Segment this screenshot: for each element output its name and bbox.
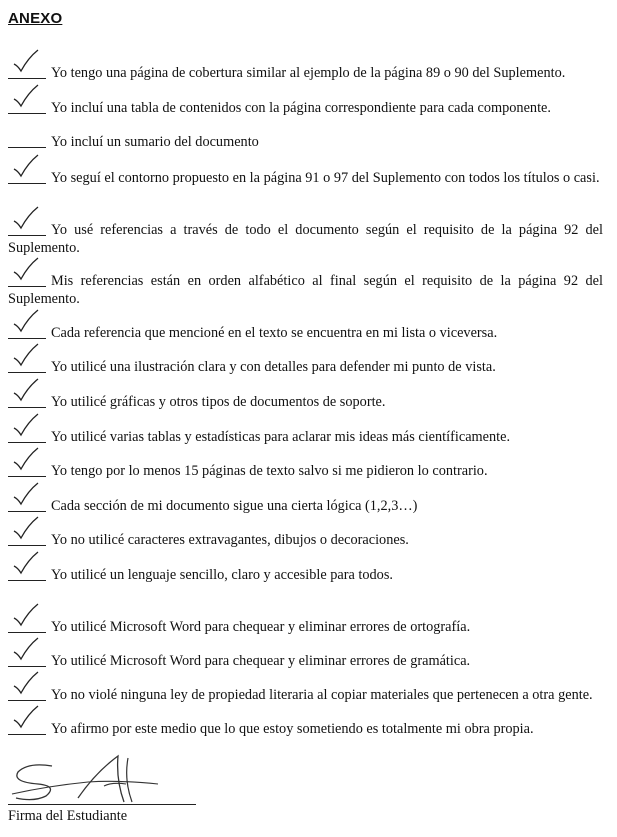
- checkbox-blank[interactable]: [8, 566, 46, 581]
- checklist-item: [8, 133, 603, 151]
- checklist-item: [8, 358, 603, 376]
- checkbox-blank[interactable]: [8, 133, 46, 148]
- checkmark-icon: [12, 416, 42, 436]
- checkbox-blank[interactable]: [8, 686, 46, 701]
- checklist-item: [8, 324, 603, 342]
- checklist-item: [8, 566, 603, 584]
- checkmark-icon: [12, 260, 42, 280]
- checklist-item-text: Yo tengo una página de cobertura similar al ejemplo de la página 89 o 90 del Suplemento.: [51, 65, 566, 81]
- checkmark-icon: [12, 87, 42, 107]
- checklist-item: [8, 169, 603, 187]
- checklist-item: [8, 497, 603, 515]
- checklist-item-text: Yo utilicé varias tablas y estadísticas para aclarar mis ideas más científicamente.: [51, 429, 511, 445]
- checklist-item: [8, 64, 603, 82]
- checklist-item-text: Yo utilicé un lenguaje sencillo, claro y accesible para todos.: [51, 567, 393, 583]
- checkbox-blank[interactable]: [8, 428, 46, 443]
- checkmark-icon: [12, 209, 42, 229]
- checklist-item: [8, 462, 603, 480]
- checklist-item: [8, 272, 603, 308]
- handwritten-signature: [8, 752, 208, 812]
- checklist-item-text: Yo utilicé Microsoft Word para chequear y eliminar errores de gramática.: [51, 653, 471, 669]
- checkbox-blank[interactable]: [8, 462, 46, 477]
- checkmark-icon: [12, 640, 42, 660]
- signature-line: [8, 804, 196, 805]
- checkmark-icon: [12, 346, 42, 366]
- checkbox-blank[interactable]: [8, 272, 46, 287]
- checklist-item: [8, 686, 603, 704]
- checkbox-blank[interactable]: [8, 324, 46, 339]
- checklist-item: [8, 221, 603, 257]
- checklist-item: [8, 99, 603, 117]
- checkmark-icon: [12, 52, 42, 72]
- checklist-item-text: Yo incluí una tabla de contenidos con la página correspondiente para cada componente.: [51, 100, 551, 116]
- checkbox-blank[interactable]: [8, 497, 46, 512]
- checklist-item-text: Yo afirmo por este medio que lo que estoy sometiendo es totalmente mi obra propia.: [51, 721, 534, 737]
- checkmark-icon: [12, 381, 42, 401]
- checkmark-icon: [12, 312, 42, 332]
- checklist-item-text: Yo utilicé Microsoft Word para chequear y eliminar errores de ortografía.: [51, 619, 471, 635]
- checkmark-icon: [12, 157, 42, 177]
- checkmark-icon: [12, 519, 42, 539]
- checklist-item-text: Yo usé referencias a través de todo el documento según el requisito de la página 92 del Suplemento.: [8, 222, 603, 256]
- checklist-item-text: Cada sección de mi documento sigue una cierta lógica (1,2,3…): [51, 498, 418, 514]
- checkbox-blank[interactable]: [8, 169, 46, 184]
- checkmark-icon: [12, 554, 42, 574]
- checkbox-blank[interactable]: [8, 618, 46, 633]
- checkmark-icon: [12, 606, 42, 626]
- checklist-item-text: Yo seguí el contorno propuesto en la página 91 o 97 del Suplemento con todos los títulos o casi.: [51, 170, 600, 186]
- checkbox-blank[interactable]: [8, 393, 46, 408]
- checklist-item-text: Cada referencia que mencioné en el texto se encuentra en mi lista o viceversa.: [51, 325, 498, 341]
- signature-block: [8, 752, 208, 832]
- checklist-item-text: Yo no utilicé caracteres extravagantes, dibujos o decoraciones.: [51, 532, 409, 548]
- checklist-item: [8, 652, 603, 670]
- checklist-item-text: Yo no violé ninguna ley de propiedad literaria al copiar materiales que pertenecen a otra gente.: [51, 687, 593, 703]
- checklist-item: [8, 720, 603, 738]
- checklist-item: [8, 531, 603, 549]
- checkbox-blank[interactable]: [8, 99, 46, 114]
- checkbox-blank[interactable]: [8, 652, 46, 667]
- checkmark-icon: [12, 450, 42, 470]
- checklist-item-text: Yo incluí un sumario del documento: [51, 134, 259, 150]
- checklist-item-text: Mis referencias están en orden alfabético al final según el requisito de la página 92 del Suplemento.: [8, 273, 603, 307]
- checkmark-icon: [12, 485, 42, 505]
- checklist-item-text: Yo utilicé una ilustración clara y con detalles para defender mi punto de vista.: [51, 359, 496, 375]
- checkbox-blank[interactable]: [8, 64, 46, 79]
- signature-label: Firma del Estudiante: [8, 808, 128, 824]
- checklist-item: [8, 428, 603, 446]
- checkmark-icon: [12, 708, 42, 728]
- checkmark-icon: [12, 674, 42, 694]
- checkbox-blank[interactable]: [8, 221, 46, 236]
- checklist-item: [8, 393, 603, 411]
- checklist-item-text: Yo tengo por lo menos 15 páginas de texto salvo si me pidieron lo contrario.: [51, 463, 488, 479]
- checkbox-blank[interactable]: [8, 358, 46, 373]
- checklist-item-text: Yo utilicé gráficas y otros tipos de documentos de soporte.: [51, 394, 386, 410]
- page-title: ANEXO: [8, 10, 63, 27]
- checkbox-blank[interactable]: [8, 531, 46, 546]
- checkbox-blank[interactable]: [8, 720, 46, 735]
- checklist-item: [8, 618, 603, 636]
